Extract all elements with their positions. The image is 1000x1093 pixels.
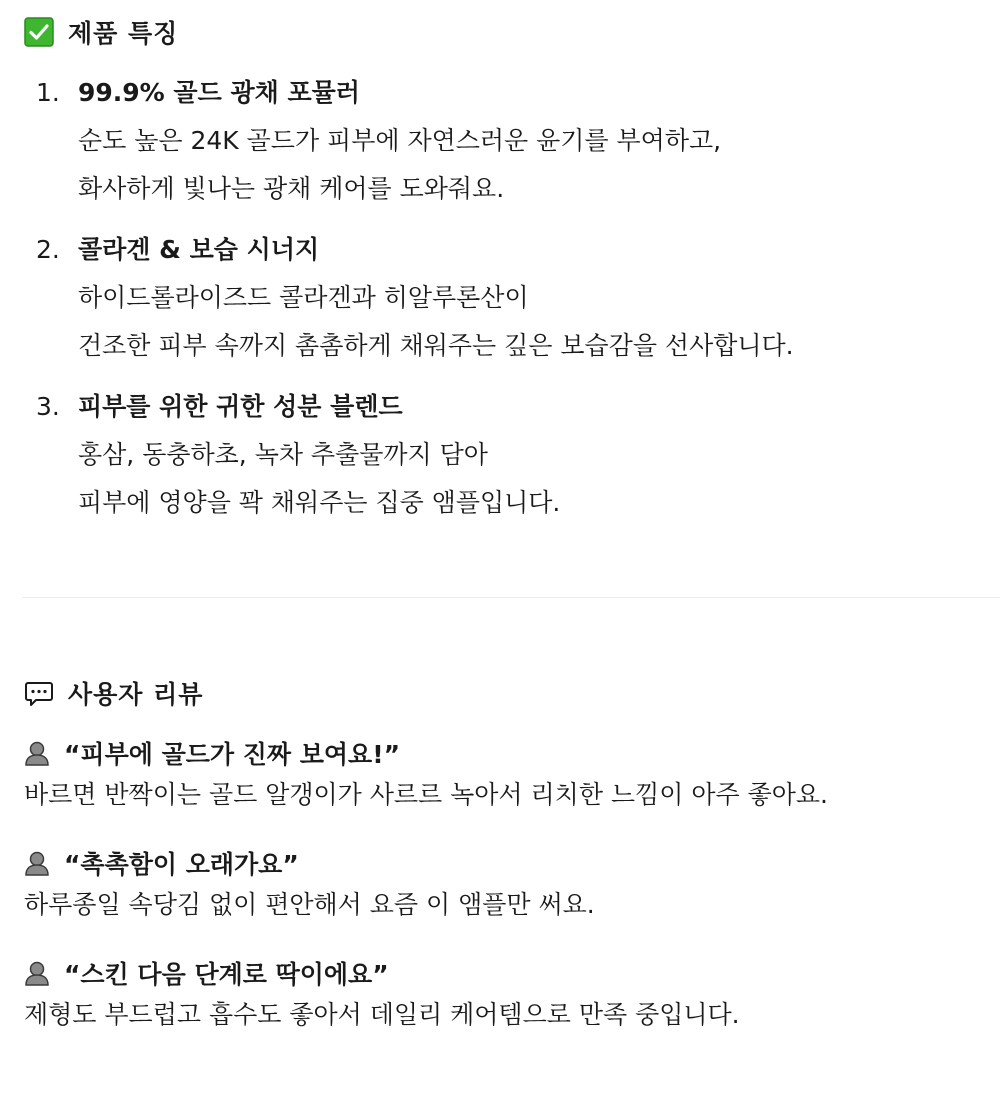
feature-title: 콜라겐 & 보습 시너지 bbox=[78, 235, 320, 264]
feature-number: 3. bbox=[36, 392, 60, 421]
review-body: 제형도 부드럽고 흡수도 좋아서 데일리 케어템으로 만족 중입니다. bbox=[24, 1000, 740, 1029]
review-title-row bbox=[24, 733, 984, 773]
reviews-heading bbox=[24, 675, 203, 711]
review-body: 바르면 반짝이는 골드 알갱이가 사르르 녹아서 리치한 느낌이 아주 좋아요. bbox=[24, 780, 828, 809]
feature-description-line: 홍삼, 동충하초, 녹차 추출물까지 담아 bbox=[78, 440, 488, 469]
feature-number: 1. bbox=[36, 78, 60, 107]
feature-title: 피부를 위한 귀한 성분 블렌드 bbox=[78, 392, 403, 421]
review-title-row bbox=[24, 953, 984, 993]
feature-title-row bbox=[36, 231, 976, 269]
review-item bbox=[24, 953, 984, 1035]
feature-title-row bbox=[36, 74, 976, 112]
review-title: “피부에 골드가 진짜 보여요!” bbox=[64, 740, 401, 769]
person-avatar-icon bbox=[24, 960, 50, 986]
review-body: 하루종일 속당김 없이 편안해서 요즘 이 앰플만 써요. bbox=[24, 890, 595, 919]
feature-title-row bbox=[36, 388, 976, 426]
person-avatar-icon bbox=[24, 740, 50, 766]
review-title: “촉촉함이 오래가요” bbox=[64, 850, 299, 879]
review-item bbox=[24, 733, 984, 815]
feature-number: 2. bbox=[36, 235, 60, 264]
reviews-heading-text: 사용자 리뷰 bbox=[68, 680, 204, 709]
feature-description-line: 순도 높은 24K 골드가 피부에 자연스러운 윤기를 부여하고, bbox=[78, 126, 722, 155]
check-mark-button-icon bbox=[24, 17, 54, 47]
review-title-row bbox=[24, 843, 984, 883]
section-divider bbox=[22, 597, 1000, 598]
feature-description-line: 건조한 피부 속까지 촘촘하게 채워주는 깊은 보습감을 선사합니다. bbox=[78, 331, 794, 360]
feature-description-line: 피부에 영양을 꽉 채워주는 집중 앰플입니다. bbox=[78, 488, 561, 517]
person-avatar-icon bbox=[24, 850, 50, 876]
speech-balloon-icon bbox=[24, 678, 54, 708]
feature-item bbox=[36, 231, 976, 370]
review-title: “스킨 다음 단계로 딱이에요” bbox=[64, 960, 389, 989]
feature-description-line: 화사하게 빛나는 광채 케어를 도와줘요. bbox=[78, 174, 505, 203]
feature-item bbox=[36, 74, 976, 213]
features-heading bbox=[24, 14, 178, 50]
feature-title: 99.9% 골드 광채 포뮬러 bbox=[78, 78, 360, 107]
features-heading-text: 제품 특징 bbox=[68, 19, 179, 48]
feature-item bbox=[36, 388, 976, 527]
feature-description-line: 하이드롤라이즈드 콜라겐과 히알루론산이 bbox=[78, 283, 529, 312]
review-item bbox=[24, 843, 984, 925]
